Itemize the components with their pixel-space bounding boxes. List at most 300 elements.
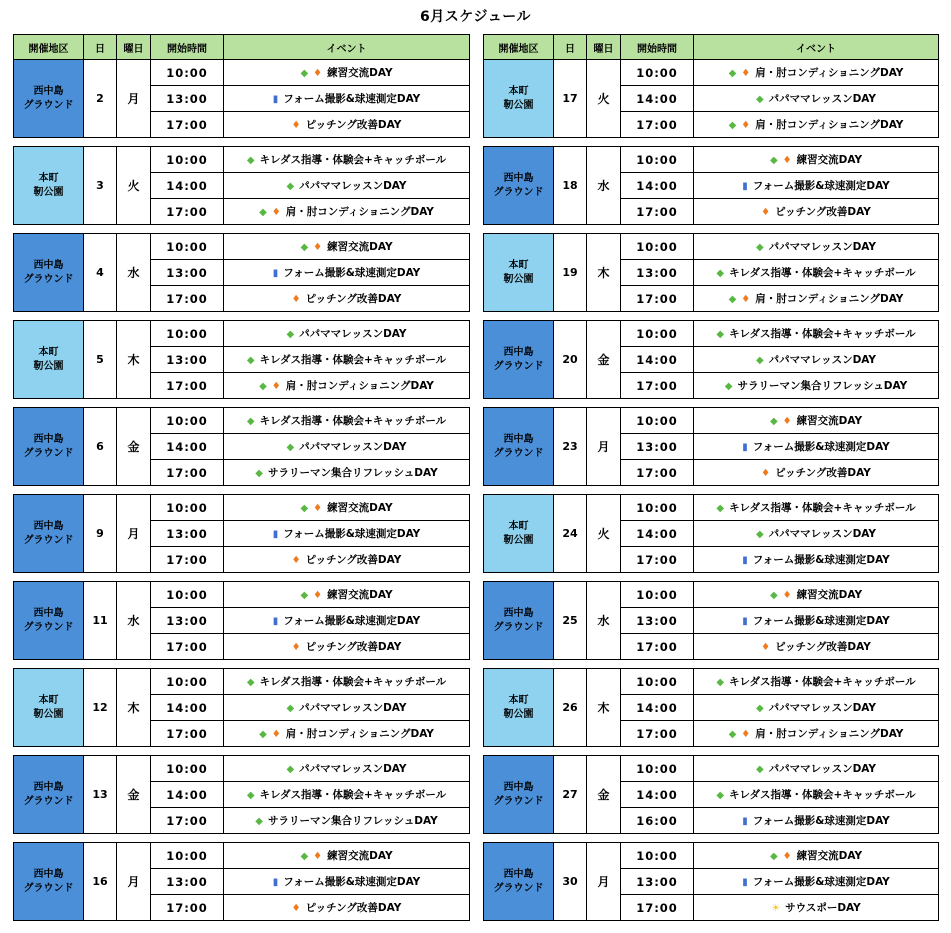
schedule-body-right [484,60,939,921]
venue-cell: 西中島 グラウンド [484,582,554,660]
weekday-cell: 金 [587,321,621,399]
date-cell: 23 [554,408,587,486]
event-label: フォーム撮影&球速測定DAY [752,180,890,192]
event-label: 肩・肘コンディショニングDAY [285,380,434,392]
chart-icon: ▮ [272,616,279,627]
start-time-cell: 14:00 [151,695,224,721]
fire-icon: ♦ [782,155,792,166]
separator-cell [484,486,939,495]
schedule-row [14,495,470,521]
fire-icon: ♦ [761,207,771,218]
fire-icon: ♦ [271,729,281,740]
fire-icon: ♦ [291,120,301,131]
start-time-cell: 17:00 [151,808,224,834]
header-dow: 曜日 [587,35,621,60]
start-time-cell: 10:00 [621,321,694,347]
start-time-cell: 10:00 [151,582,224,608]
event-cell [224,86,470,112]
event-cell [694,286,939,312]
event-label: パパママレッスンDAY [299,328,407,340]
page-title: 6月スケジュール [420,9,531,25]
start-time-cell: 10:00 [621,756,694,782]
start-time-cell: 10:00 [621,843,694,869]
event-cell [694,60,939,86]
event-cell [694,521,939,547]
start-time-cell: 17:00 [621,286,694,312]
schedule-row [14,234,470,260]
start-time-cell: 13:00 [151,347,224,373]
date-cell: 19 [554,234,587,312]
event-label: 肩・肘コンディショニングDAY [755,119,904,131]
event-cell [224,808,470,834]
event-label: 肩・肘コンディショニングDAY [285,206,434,218]
venue-cell: 本町 靭公園 [484,60,554,138]
start-time-cell: 10:00 [621,60,694,86]
venue-cell: 西中島 グラウンド [484,321,554,399]
event-cell [224,695,470,721]
start-time-cell: 13:00 [151,260,224,286]
venue-cell: 本町 靭公園 [484,234,554,312]
leaf-icon: ◆ [728,68,737,79]
separator-cell [14,573,470,582]
header-dow: 曜日 [117,35,151,60]
event-cell [694,173,939,199]
fire-icon: ♦ [313,503,323,514]
fire-icon: ♦ [761,468,771,479]
weekday-cell: 火 [117,147,151,225]
start-time-cell: 14:00 [621,173,694,199]
event-label: キレダス指導・体験会+キャッチボール [259,676,447,688]
start-time-cell: 10:00 [151,669,224,695]
header-row [484,35,939,60]
schedule-table-right [483,34,939,921]
schedule-row [484,234,939,260]
block-separator [484,660,939,669]
event-cell [694,260,939,286]
schedule-row [14,408,470,434]
event-cell [224,408,470,434]
separator-cell [484,573,939,582]
weekday-cell: 金 [117,408,151,486]
event-cell [224,669,470,695]
start-time-cell: 10:00 [621,582,694,608]
event-label: フォーム撮影&球速測定DAY [283,876,421,888]
leaf-icon: ◆ [300,503,309,514]
separator-cell [484,312,939,321]
start-time-cell: 17:00 [151,373,224,399]
start-time-cell: 13:00 [621,869,694,895]
event-label: フォーム撮影&球速測定DAY [283,93,421,105]
start-time-cell: 10:00 [151,495,224,521]
event-cell [224,434,470,460]
event-label: パパママレッスンDAY [768,93,877,105]
start-time-cell: 17:00 [621,895,694,921]
start-time-cell: 17:00 [151,460,224,486]
block-separator [14,834,470,843]
venue-cell: 西中島 グラウンド [14,756,84,834]
leaf-icon: ◆ [769,155,778,166]
event-label: パパママレッスンDAY [299,763,407,775]
start-time-cell: 10:00 [621,495,694,521]
event-label: 練習交流DAY [327,850,393,862]
block-separator [484,834,939,843]
schedule-row [484,495,939,521]
event-label: 練習交流DAY [327,589,393,601]
leaf-icon: ◆ [259,207,267,218]
weekday-cell: 火 [587,60,621,138]
separator-cell [14,747,470,756]
event-cell [224,286,470,312]
event-cell [224,321,470,347]
event-cell [694,460,939,486]
start-time-cell: 16:00 [621,808,694,834]
chart-icon: ▮ [272,268,279,279]
leaf-icon: ◆ [286,442,295,453]
schedule-row [14,582,470,608]
venue-cell: 西中島 グラウンド [484,147,554,225]
start-time-cell: 14:00 [621,347,694,373]
block-separator [484,312,939,321]
fire-icon: ♦ [741,120,751,131]
event-cell [694,756,939,782]
event-label: ピッチング改善DAY [775,641,871,653]
event-cell [694,434,939,460]
event-cell [224,347,470,373]
event-label: ピッチング改善DAY [305,641,402,653]
weekday-cell: 金 [587,756,621,834]
leaf-icon: ◆ [286,181,295,192]
leaf-icon: ◆ [300,242,309,253]
schedule-row [14,669,470,695]
date-cell: 24 [554,495,587,573]
schedule-body-left [14,60,470,921]
weekday-cell: 木 [117,321,151,399]
separator-cell [14,399,470,408]
date-cell: 16 [84,843,117,921]
schedule-row [484,582,939,608]
leaf-icon: ◆ [246,677,255,688]
event-label: キレダス指導・体験会+キャッチボール [259,415,447,427]
event-cell [224,582,470,608]
schedule-row [484,756,939,782]
schedule-row [14,843,470,869]
date-cell: 20 [554,321,587,399]
start-time-cell: 17:00 [151,199,224,225]
event-cell [224,373,470,399]
event-label: 肩・肘コンディショニングDAY [755,728,904,740]
fire-icon: ♦ [291,294,301,305]
event-label: 練習交流DAY [327,67,393,79]
start-time-cell: 17:00 [621,199,694,225]
venue-cell: 西中島 グラウンド [14,408,84,486]
event-cell [224,869,470,895]
header-event: イベント [694,35,939,60]
event-label: ピッチング改善DAY [775,206,871,218]
event-cell [224,199,470,225]
event-cell [224,843,470,869]
event-cell [694,843,939,869]
sun-icon: ☀ [771,903,781,914]
fire-icon: ♦ [271,207,281,218]
start-time-cell: 14:00 [621,782,694,808]
fire-icon: ♦ [291,642,301,653]
block-separator [14,225,470,234]
start-time-cell: 17:00 [621,547,694,573]
weekday-cell: 水 [587,147,621,225]
block-separator [484,138,939,147]
leaf-icon: ◆ [716,268,725,279]
event-cell [224,460,470,486]
schedule-row [14,756,470,782]
venue-cell: 西中島 グラウンド [484,843,554,921]
event-cell [694,721,939,747]
start-time-cell: 14:00 [621,695,694,721]
schedule-panel-left [13,34,470,921]
weekday-cell: 水 [587,582,621,660]
fire-icon: ♦ [291,903,301,914]
leaf-icon: ◆ [724,381,733,392]
event-label: フォーム撮影&球速測定DAY [752,815,890,827]
leaf-icon: ◆ [769,590,778,601]
weekday-cell: 月 [587,843,621,921]
event-label: 練習交流DAY [796,589,863,601]
event-cell [224,260,470,286]
event-label: パパママレッスンDAY [299,180,407,192]
event-cell [694,199,939,225]
event-cell [694,895,939,921]
start-time-cell: 13:00 [621,608,694,634]
weekday-cell: 水 [117,234,151,312]
block-separator [14,486,470,495]
start-time-cell: 10:00 [151,147,224,173]
venue-cell: 西中島 グラウンド [14,843,84,921]
event-label: キレダス指導・体験会+キャッチボール [729,789,916,801]
venue-cell: 西中島 グラウンド [14,234,84,312]
event-cell [694,373,939,399]
date-cell: 26 [554,669,587,747]
fire-icon: ♦ [313,68,323,79]
event-cell [694,347,939,373]
event-cell [694,582,939,608]
leaf-icon: ◆ [286,764,295,775]
fire-icon: ♦ [782,851,792,862]
event-label: パパママレッスンDAY [299,702,407,714]
chart-icon: ▮ [742,442,748,453]
fire-icon: ♦ [741,68,751,79]
chart-icon: ▮ [272,529,279,540]
start-time-cell: 10:00 [151,60,224,86]
date-cell: 30 [554,843,587,921]
weekday-cell: 木 [587,669,621,747]
event-cell [224,60,470,86]
event-label: パパママレッスンDAY [299,441,407,453]
weekday-cell: 金 [117,756,151,834]
start-time-cell: 13:00 [151,869,224,895]
start-time-cell: 17:00 [621,112,694,138]
event-cell [224,895,470,921]
event-label: キレダス指導・体験会+キャッチボール [729,328,916,340]
schedule-row [14,60,470,86]
leaf-icon: ◆ [259,381,267,392]
separator-cell [484,399,939,408]
start-time-cell: 14:00 [151,782,224,808]
event-cell [694,634,939,660]
block-separator [484,486,939,495]
weekday-cell: 水 [117,582,151,660]
event-label: キレダス指導・体験会+キャッチボール [729,267,916,279]
start-time-cell: 14:00 [151,173,224,199]
event-cell [224,634,470,660]
schedule-row [14,147,470,173]
schedule-row [484,321,939,347]
event-label: パパママレッスンDAY [768,241,877,253]
event-cell [694,234,939,260]
schedule-table-left [13,34,470,921]
block-separator [484,399,939,408]
leaf-icon: ◆ [286,703,295,714]
event-label: ピッチング改善DAY [305,554,402,566]
leaf-icon: ◆ [716,677,725,688]
start-time-cell: 17:00 [621,373,694,399]
start-time-cell: 10:00 [621,408,694,434]
separator-cell [484,138,939,147]
event-label: 練習交流DAY [796,850,863,862]
leaf-icon: ◆ [300,851,309,862]
event-label: ピッチング改善DAY [775,467,871,479]
event-label: サラリーマン集合リフレッシュDAY [267,467,438,479]
event-cell [694,695,939,721]
date-cell: 27 [554,756,587,834]
leaf-icon: ◆ [755,94,764,105]
separator-cell [484,834,939,843]
event-label: フォーム撮影&球速測定DAY [752,876,890,888]
fire-icon: ♦ [271,381,281,392]
leaf-icon: ◆ [300,590,309,601]
start-time-cell: 13:00 [621,260,694,286]
date-cell: 2 [84,60,117,138]
schedule-row [484,408,939,434]
start-time-cell: 17:00 [151,547,224,573]
event-cell [694,547,939,573]
event-label: ピッチング改善DAY [305,293,402,305]
block-separator [14,660,470,669]
start-time-cell: 10:00 [621,669,694,695]
separator-cell [14,138,470,147]
chart-icon: ▮ [272,94,279,105]
leaf-icon: ◆ [716,790,725,801]
start-time-cell: 17:00 [621,721,694,747]
block-separator [14,573,470,582]
start-time-cell: 17:00 [151,634,224,660]
block-separator [14,399,470,408]
event-label: キレダス指導・体験会+キャッチボール [259,154,447,166]
event-cell [694,869,939,895]
leaf-icon: ◆ [716,503,725,514]
start-time-cell: 17:00 [151,112,224,138]
leaf-icon: ◆ [246,790,255,801]
schedule-panel-right [483,34,939,921]
chart-icon: ▮ [742,616,748,627]
block-separator [14,138,470,147]
event-cell [694,112,939,138]
chart-icon: ▮ [742,555,748,566]
start-time-cell: 17:00 [151,721,224,747]
venue-cell: 本町 靭公園 [484,669,554,747]
event-label: フォーム撮影&球速測定DAY [752,615,890,627]
header-time: 開始時間 [621,35,694,60]
separator-cell [14,486,470,495]
fire-icon: ♦ [741,294,751,305]
start-time-cell: 17:00 [621,634,694,660]
chart-icon: ▮ [742,877,748,888]
fire-icon: ♦ [782,590,792,601]
start-time-cell: 17:00 [151,895,224,921]
leaf-icon: ◆ [769,851,778,862]
venue-cell: 西中島 グラウンド [14,60,84,138]
event-label: パパママレッスンDAY [768,763,877,775]
header-time: 開始時間 [151,35,224,60]
venue-cell: 本町 靭公園 [14,147,84,225]
start-time-cell: 10:00 [621,234,694,260]
start-time-cell: 13:00 [621,434,694,460]
start-time-cell: 17:00 [621,460,694,486]
event-label: 練習交流DAY [327,502,393,514]
event-cell [224,608,470,634]
leaf-icon: ◆ [716,329,725,340]
schedule-row [484,843,939,869]
schedule-row [484,669,939,695]
date-cell: 25 [554,582,587,660]
weekday-cell: 月 [117,495,151,573]
chart-icon: ▮ [742,816,748,827]
start-time-cell: 17:00 [151,286,224,312]
leaf-icon: ◆ [246,155,255,166]
leaf-icon: ◆ [259,729,267,740]
event-label: サラリーマン集合リフレッシュDAY [737,380,908,392]
event-label: パパママレッスンDAY [768,354,877,366]
block-separator [14,312,470,321]
leaf-icon: ◆ [728,120,737,131]
event-label: フォーム撮影&球速測定DAY [752,441,890,453]
event-label: 練習交流DAY [327,241,393,253]
leaf-icon: ◆ [755,529,764,540]
venue-cell: 西中島 グラウンド [14,582,84,660]
event-label: サラリーマン集合リフレッシュDAY [267,815,438,827]
leaf-icon: ◆ [755,764,764,775]
block-separator [484,225,939,234]
weekday-cell: 木 [117,669,151,747]
event-cell [694,408,939,434]
leaf-icon: ◆ [246,416,255,427]
event-cell [224,234,470,260]
start-time-cell: 10:00 [621,147,694,173]
event-label: フォーム撮影&球速測定DAY [283,528,421,540]
event-cell [224,173,470,199]
date-cell: 9 [84,495,117,573]
event-label: パパママレッスンDAY [768,702,877,714]
event-cell [224,547,470,573]
schedule-row [484,147,939,173]
event-label: キレダス指導・体験会+キャッチボール [729,676,916,688]
separator-cell [14,660,470,669]
schedule-row [484,60,939,86]
start-time-cell: 10:00 [151,234,224,260]
event-cell [694,495,939,521]
fire-icon: ♦ [313,851,323,862]
event-label: キレダス指導・体験会+キャッチボール [729,502,916,514]
separator-cell [484,660,939,669]
event-label: 練習交流DAY [796,415,863,427]
